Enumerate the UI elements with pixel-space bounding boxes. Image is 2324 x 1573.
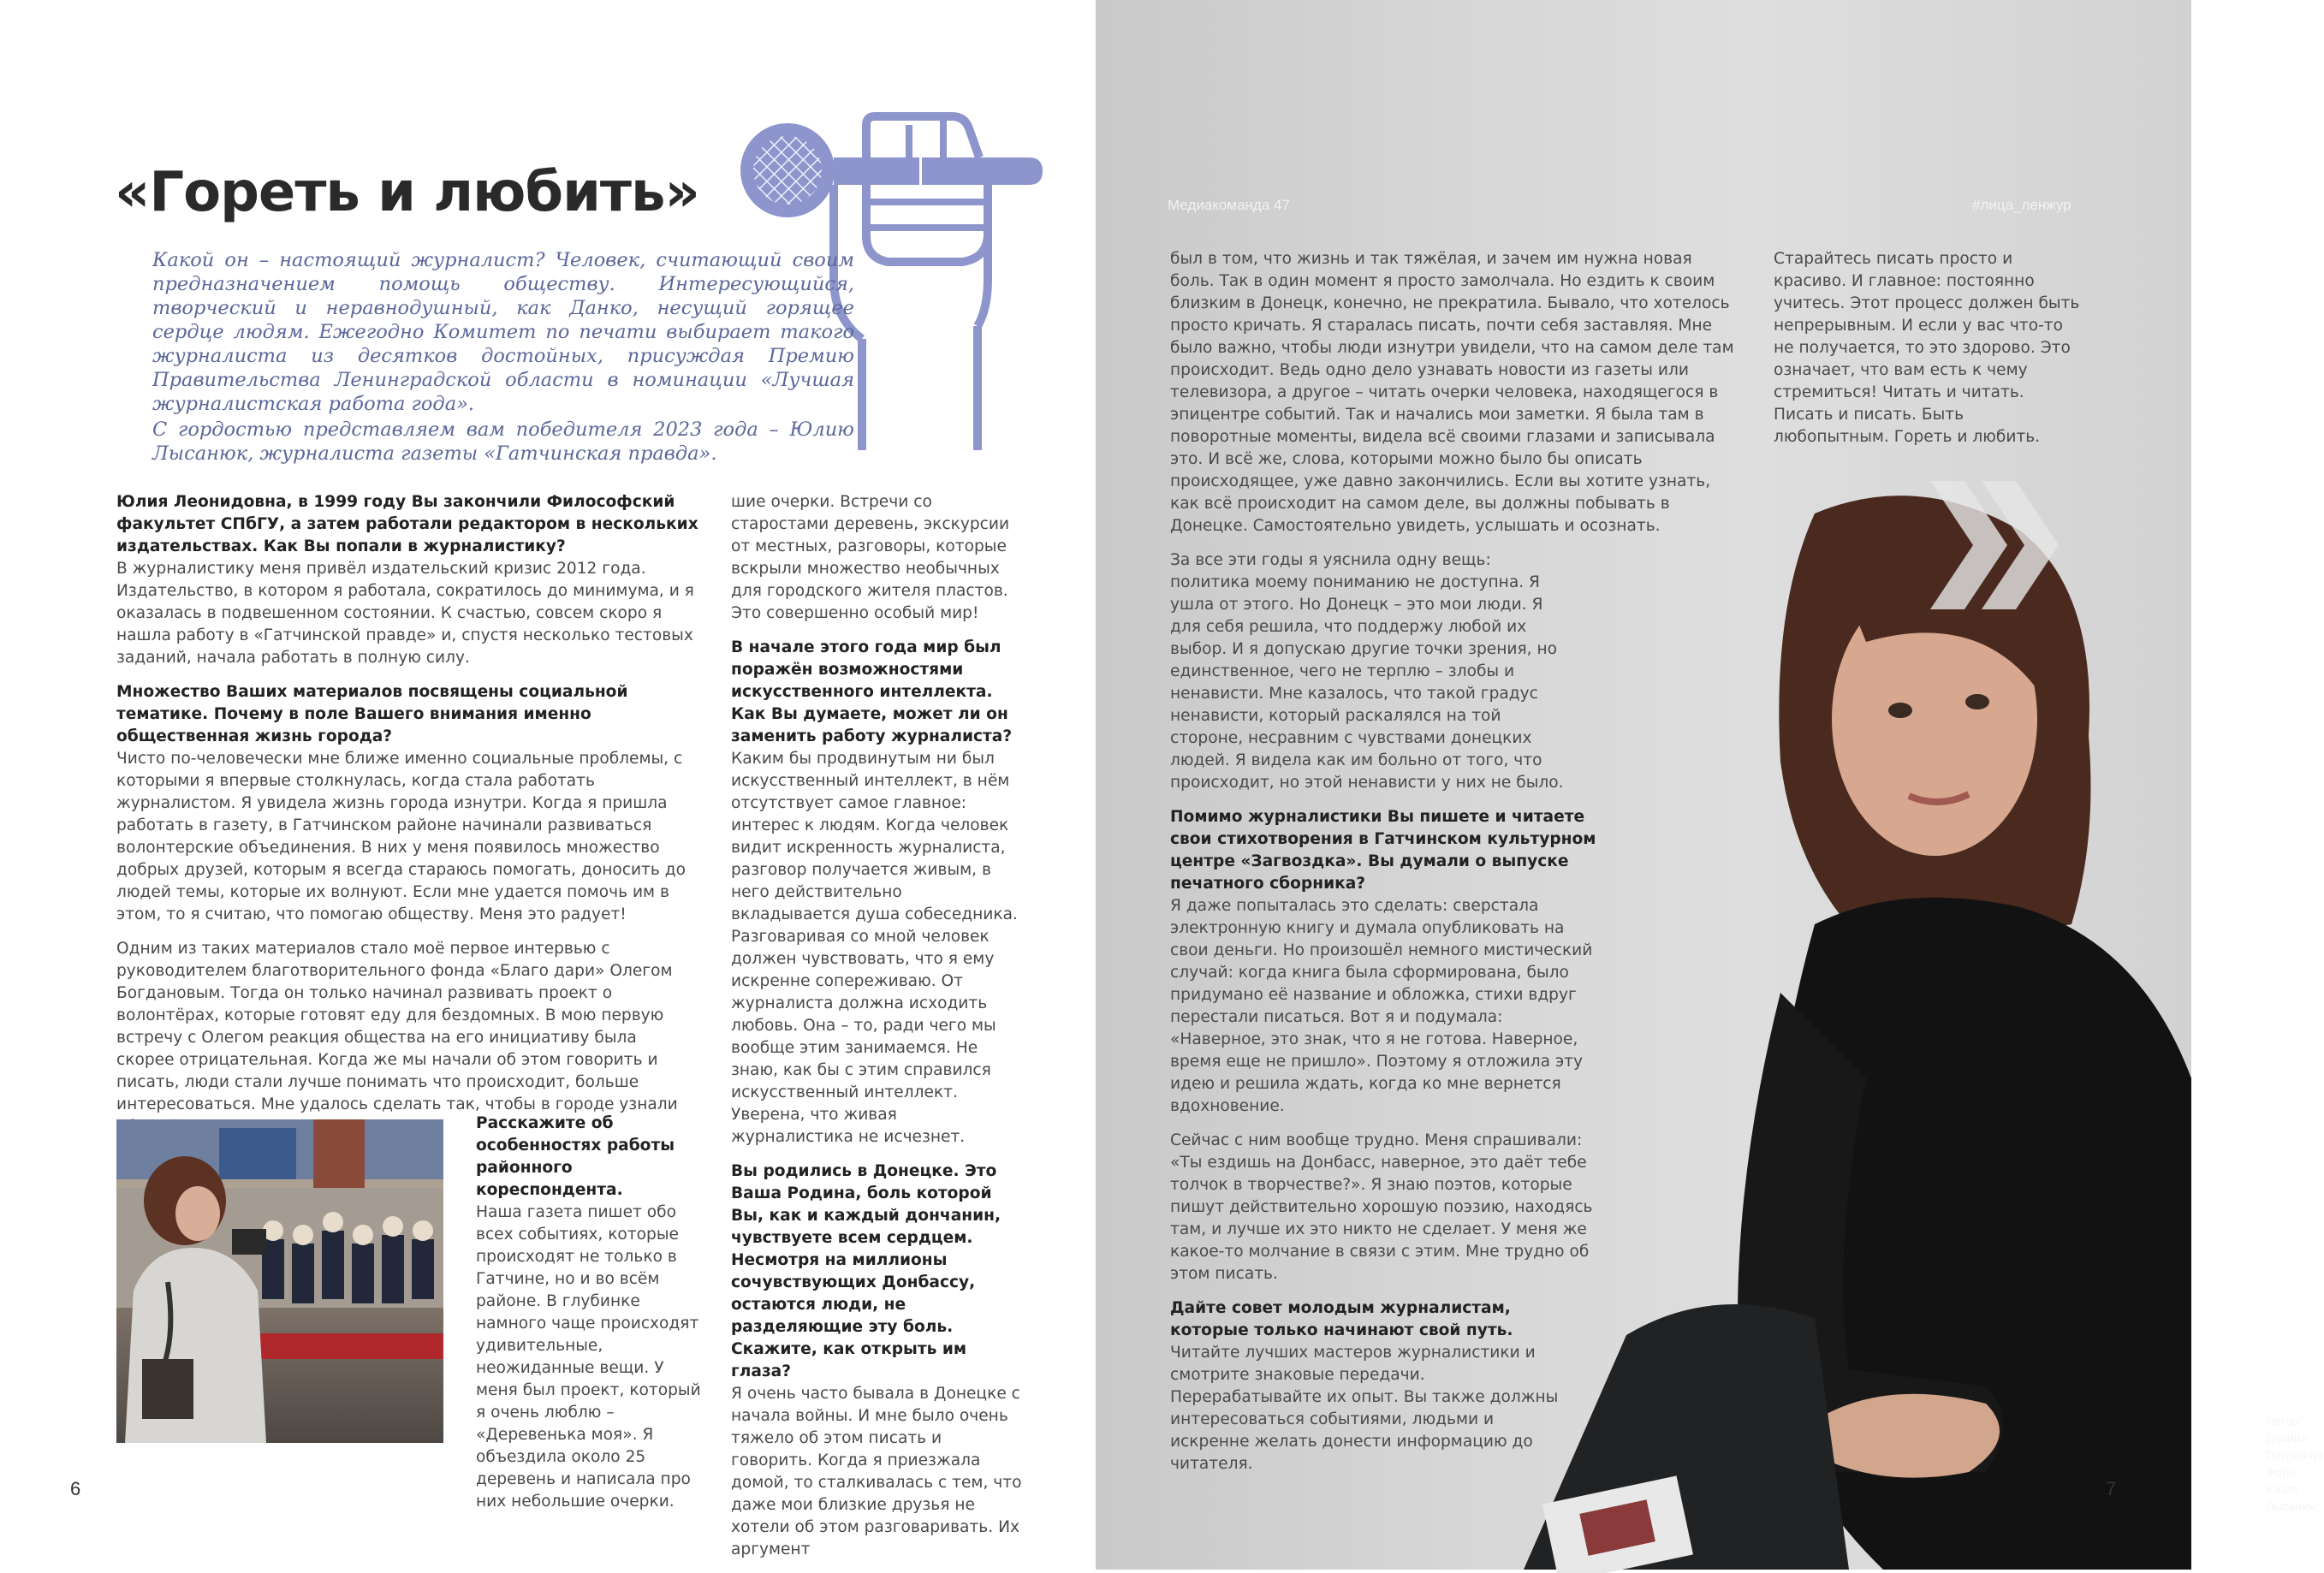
running-header-left: Медиакоманда 47 bbox=[1168, 197, 1290, 213]
author-credit: Автор: Даниил Петрийчук bbox=[2266, 1414, 2324, 1462]
column-1 bbox=[116, 491, 698, 1150]
page-number: 6 bbox=[70, 1478, 81, 1499]
reporter-photo bbox=[116, 1119, 443, 1443]
question: Помимо журналистики Вы пишете и читаете свои стихотворения в Гатчинском культурном центре «Загвоздка». Вы думали о выпуске печатного сборника? bbox=[1170, 808, 1596, 893]
running-header-right: #лица_ленжур bbox=[1972, 197, 2071, 213]
answer: За все эти годы я уяснила одну вещь: политика моему пониманию не доступна. Я ушла от этого. Но Донецк – это мои люди. Я для себя решила, что поддержу любой их выбор. И я допускаю другие точки зрения, но единственное, чего не терплю – злобы и ненависти. Мне казалось, что такой градус ненависти, который раскалялся на той стороне, несравним с чувствами донецких людей. Я видела как им больно от того, что происходит, но этой ненависти у них не было. bbox=[1170, 551, 1564, 792]
question: Расскажите об особенностях работы районного кореспондента. bbox=[476, 1114, 675, 1199]
page-number: 7 bbox=[2106, 1478, 2117, 1499]
answer: Сейчас с ним вообще трудно. Меня спрашивали: «Ты ездишь на Донбасс, наверное, это даёт тебе толчок в творчестве?». Я знаю поэтов, которые пишут действительно хорошую поэзию, находясь там, и лучше их это никто не сделает. У меня же какое-то молчание в связи с этим. Мне трудно об этом писать. bbox=[1170, 1131, 1593, 1283]
question: Юлия Леонидовна, в 1999 году Вы закончили Философский факультет СПбГУ, а затем работали редактором в нескольких издательствах. Как Вы попали в журналистику? bbox=[116, 493, 698, 555]
question: Множество Ваших материалов посвящены социальной тематике. Почему в поле Вашего внимания именно общественная жизнь города? bbox=[116, 683, 628, 745]
answer: был в том, что жизнь и так тяжёлая, и зачем им нужна новая боль. Так в один момент я просто замолчала. Но ездить к своим близким в Донецк, конечно, не прекратила. Бывало, что хотелось просто кричать. Я старалась писать, почти себя заставляя. Мне было важно, чтобы люди изнутри увидели, что на самом деле там происходит. Ведь одно дело узнавать новости из газеты или телевизора, а другое – читать очерки человека, находящегося в эпицентре событий. Так и начались мои заметки. Я была там в поворотные моменты, видела всё своими глазами и записывала это. И всё же, слова, которыми можно было бы описать происходящее, уже давно закончились. Если вы хотите узнать, как всё происходит на самом деле, вы должны побывать в Донецке. Самостоятельно увидеть, услышать и осознать. bbox=[1170, 250, 1734, 535]
intro-paragraph: Какой он – настоящий журналист? Человек, считающий своим предназначением помощь обществу. Интересующийся, творческий и неравнодушный, как Данко, несущий горящее сердце людям. Ежегодно Комитет по печати выбирает такого журналиста из десятков достойных, присуждая Премию Правительства Ленинградской области в номинации «Лучшая журналистская работа года». bbox=[152, 249, 854, 415]
column-2 bbox=[731, 491, 1022, 1573]
answer: Чисто по-человечески мне ближе именно социальные проблемы, с которыми я впервые столкнулась, когда стала работать журналистом. Я увидела жизнь города изнутри. Когда я пришла работать в газету, в Гатчинском районе начинали развиваться волонтерские объединения. В них у меня появилось множество добрых друзей, которым я всегда стараюсь помогать, доносить до людей темы, которые их волнуют. Если мне удается помочь им в этом, то я считаю, что помогаю обществу. Меня это радует! bbox=[116, 750, 686, 923]
right-page bbox=[1096, 0, 2324, 1570]
answer: Я даже попыталась это сделать: сверстала электронную книгу и думала опубликовать на свои деньги. Но произошёл немного мистический случай: когда книга была сформирована, было придумано её название и обложка, стихи вдруг перестали писаться. Вот я и подумала: «Наверное, это знак, что я не готова. Наверное, время еще не пришло». Поэтому я отложила эту идею и решила ждать, когда ко мне вернется вдохновение. bbox=[1170, 897, 1593, 1115]
question: Вы родились в Донецке. Это Ваша Родина, боль которой Вы, как и каждый дончанин, чувствуете всем сердцем. Несмотря на миллионы сочувствующих Донбассу, остаются люди, не разделяющие эту боль. Скажите, как открыть им глаза? bbox=[731, 1162, 1002, 1380]
column-1b bbox=[476, 1113, 704, 1525]
intro-winner: С гордостью представляем вам победителя 2023 года – Юлию Лысанюк, журналиста газеты «Гатчинская правда». bbox=[152, 418, 854, 465]
answer: Я очень часто бывала в Донецке с начала войны. И мне было очень тяжело об этом писать и говорить. Когда я приезжала домой, то сталкивалась с тем, что даже мои близкие друзья не хотели об этом разговаривать. Их аргумент bbox=[731, 1385, 1022, 1558]
answer: Каким бы продвинутым ни был искусственный интеллект, в нём отсутствует самое главное: интерес к людям. Когда человек видит искренность журналиста, разговор получается живым, в него действительно вкладывается душа собеседника. Разговаривая со мной человек должен чувствовать, что я ему искренне сопереживаю. От журналиста должна исходить любовь. Она – то, ради чего мы вообще этим занимаемся. Не знаю, как бы с этим справился искусственный интеллект. Уверена, что живая журналистика не исчезнет. bbox=[731, 750, 1018, 1146]
answer: В журналистику меня привёл издательский кризис 2012 года. Издательство, в котором я работала, сократилось до минимума, и я оказалась в подвешенном состоянии. К счастью, совсем скоро я нашла работу в «Гатчинской правде» и, спустя несколько тестовых заданий, начала работать в полную силу. bbox=[116, 560, 694, 667]
question: Дайте совет молодым журналистам, которые только начинают свой путь. bbox=[1170, 1299, 1513, 1339]
answer: Одним из таких материалов стало моё первое интервью с руководителем благотворительного фонда «Благо дари» Олегом Богдановым. Тогда он только начинал развивать проект о волонтёрах, которые готовят еду для бездомных. В мою первую встречу с Олегом реакция общества на его инициативу была скорее отрицательная. Когда же мы начали об этом говорить и писать, люди стали лучше понимать что происходит, больше интересоваться. Мне удалось сделать так, чтобы в городе узнали bbox=[116, 940, 678, 1113]
answer: Старайтесь писать просто и красиво. И главное: постоянно учитесь. Этот процесс должен быть непрерывным. И если у вас что-то не получается, то это здорово. Это означает, что вам есть к чему стремиться! Читать и читать. Писать и писать. Быть любопытным. Гореть и любить. bbox=[1774, 250, 2080, 446]
page-title: «Гореть и любить» bbox=[115, 161, 699, 224]
left-page bbox=[0, 0, 1096, 1570]
answer: Читайте лучших мастеров журналистики и смотрите знаковые передачи. Перерабатывайте их опыт. Вы также должны интересоваться событиями, людьми и искренне желать донести информацию до читателя. bbox=[1170, 1344, 1559, 1473]
answer: Наша газета пишет обо всех событиях, которые происходят не только в Гатчине, но и во всём районе. В глубинке намного чаще происходят удивительные, неожиданные вещи. У меня был проект, который я очень люблю – «Деревенька моя». Я объездила около 25 деревень и написала про них небольшие очерки. bbox=[476, 1203, 701, 1511]
column-4 bbox=[1774, 248, 2082, 460]
question: В начале этого года мир был поражён возможностями искусственного интеллекта. Как Вы думаете, может ли он заменить работу журналиста? bbox=[731, 638, 1013, 745]
credits bbox=[2266, 1412, 2324, 1515]
photo-credit: Фото: Юлия Лысанюк bbox=[2266, 1465, 2316, 1513]
answer: шие очерки. Встречи со старостами деревень, экскурсии от местных, разговоры, которые вскрыли множество необычных для городского жителя пластов. Это совершенно особый мир! bbox=[731, 493, 1010, 622]
